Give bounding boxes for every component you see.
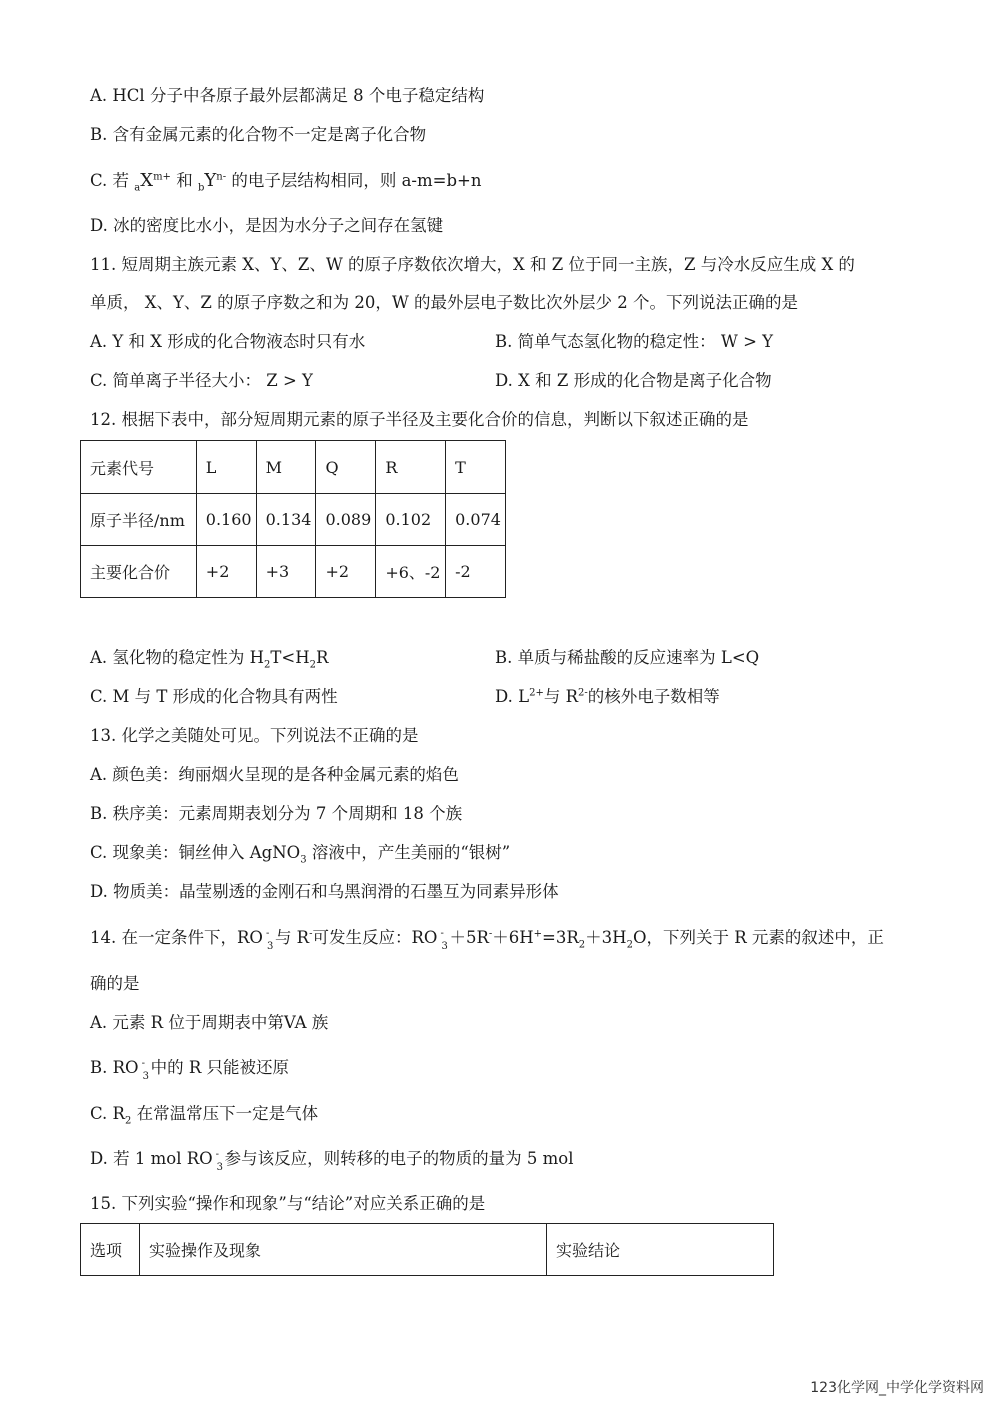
ion-charge: - bbox=[141, 1057, 145, 1069]
table-header-cell: 实验操作及现象 bbox=[140, 1224, 547, 1276]
sup: + bbox=[533, 928, 543, 940]
text: 与 R bbox=[274, 928, 310, 947]
text: ＋5R bbox=[449, 928, 489, 947]
text: C. 现象美：铜丝伸入 AgNO bbox=[90, 843, 301, 862]
ion-script bbox=[139, 1057, 151, 1082]
sub: 2 bbox=[264, 659, 271, 671]
text: 的核外电子数相等 bbox=[587, 687, 720, 706]
text: R bbox=[316, 648, 329, 667]
text: C. 若 bbox=[90, 171, 135, 190]
table-cell: 0.074 bbox=[446, 494, 506, 546]
q14-option-c bbox=[90, 1103, 318, 1125]
ion-count: 3 bbox=[142, 1070, 149, 1082]
text: 参与该反应，则转移的电子的物质的量为 5 mol bbox=[224, 1149, 574, 1168]
text: D. 若 1 mol RO bbox=[90, 1149, 213, 1168]
sup: m+ bbox=[153, 171, 171, 183]
table-cell: 0.102 bbox=[376, 494, 446, 546]
text: 溶液中，产生美丽的“银树” bbox=[306, 843, 511, 862]
q10-option-c bbox=[90, 170, 481, 192]
table-cell: 主要化合价 bbox=[81, 546, 197, 598]
sup: 2- bbox=[578, 687, 588, 699]
sup: - bbox=[309, 928, 313, 940]
sup: - bbox=[488, 928, 493, 940]
sup: 2+ bbox=[529, 687, 544, 699]
q11-stem-line2: 单质， X、Y、Z 的原子序数之和为 20，W 的最外层电子数比次外层少 2 个。下列说法正确的是 bbox=[90, 293, 799, 312]
text: 在常温常压下一定是气体 bbox=[131, 1104, 319, 1123]
text: O，下列关于 R 元素的叙述中，正 bbox=[632, 928, 884, 947]
q14-stem-line1 bbox=[90, 927, 884, 952]
q11-option-b: B. 简单气态氢化物的稳定性： W > Y bbox=[495, 332, 774, 351]
sub: 2 bbox=[309, 659, 317, 671]
ion-script bbox=[213, 1148, 225, 1173]
ion-count: 3 bbox=[216, 1161, 224, 1173]
table-cell: 元素代号 bbox=[81, 441, 197, 494]
ion-script bbox=[263, 927, 275, 952]
q12-option-c: C. M 与 T 形成的化合物具有两性 bbox=[90, 687, 338, 706]
ion-charge: - bbox=[440, 927, 444, 939]
sub: 2 bbox=[578, 939, 586, 951]
table-cell: 原子半径/nm bbox=[81, 494, 197, 546]
footer-watermark: 123化学网_中学化学资料网 bbox=[810, 1380, 984, 1396]
q14-stem-line2: 确的是 bbox=[90, 974, 140, 993]
table-header-cell: 实验结论 bbox=[547, 1224, 774, 1276]
text: =3R bbox=[542, 928, 579, 947]
q12-option-d bbox=[495, 686, 720, 708]
q12-option-a bbox=[90, 647, 328, 669]
q14-option-b bbox=[90, 1057, 289, 1082]
q14-option-d bbox=[90, 1148, 574, 1173]
table-cell: M bbox=[256, 441, 316, 494]
sub: a bbox=[134, 182, 141, 194]
sub: 2 bbox=[626, 939, 633, 951]
q13-option-a: A. 颜色美：绚丽烟火呈现的是各种金属元素的焰色 bbox=[90, 765, 459, 784]
table-cell: 0.160 bbox=[196, 494, 256, 546]
q11-option-d: D. X 和 Z 形成的化合物是离子化合物 bbox=[495, 371, 772, 390]
text: 与 R bbox=[543, 687, 579, 706]
table-cell: +2 bbox=[196, 546, 256, 598]
q11-option-a: A. Y 和 X 形成的化合物液态时只有水 bbox=[90, 332, 366, 351]
text: 14. 在一定条件下，RO bbox=[90, 928, 263, 947]
q10-option-d: D. 冰的密度比水小，是因为水分子之间存在氢键 bbox=[90, 216, 444, 235]
element-table bbox=[80, 440, 506, 598]
q11-option-c: C. 简单离子半径大小： Z > Y bbox=[90, 371, 313, 390]
sub: 2 bbox=[124, 1115, 132, 1127]
q13-option-b: B. 秩序美：元素周期表划分为 7 个周期和 18 个族 bbox=[90, 804, 463, 823]
q10-option-a: A. HCl 分子中各原子最外层都满足 8 个电子稳定结构 bbox=[90, 86, 485, 105]
table-cell: -2 bbox=[446, 546, 506, 598]
table-cell: +6、-2 bbox=[376, 546, 446, 598]
text: 中的 R 只能被还原 bbox=[150, 1058, 289, 1077]
table-cell: T bbox=[446, 441, 506, 494]
sup: n- bbox=[216, 171, 227, 183]
q13-option-c bbox=[90, 842, 510, 864]
text: B. RO bbox=[90, 1058, 139, 1077]
text: T<H bbox=[270, 648, 310, 667]
sub: b bbox=[197, 182, 205, 194]
ion-count: 3 bbox=[266, 940, 274, 952]
text: ＋6H bbox=[492, 928, 534, 947]
text: 的电子层结构相同，则 a-m=b+n bbox=[226, 171, 482, 190]
table-cell: 0.134 bbox=[256, 494, 316, 546]
q13-stem: 13. 化学之美随处可见。下列说法不正确的是 bbox=[90, 726, 419, 745]
text: D. L bbox=[495, 687, 530, 706]
table-cell: 0.089 bbox=[316, 494, 376, 546]
q11-stem-line1: 11. 短周期主族元素 X、Y、Z、W 的原子序数依次增大，X 和 Z 位于同一主族，Z 与冷水反应生成 X 的 bbox=[90, 255, 855, 274]
q14-option-a: A. 元素 R 位于周期表中第VA 族 bbox=[90, 1013, 329, 1032]
text: C. R bbox=[90, 1104, 125, 1123]
table-cell: R bbox=[376, 441, 446, 494]
ion-script bbox=[437, 927, 449, 952]
q10-option-b: B. 含有金属元素的化合物不一定是离子化合物 bbox=[90, 125, 427, 144]
q12-option-b: B. 单质与稀盐酸的反应速率为 L<Q bbox=[495, 648, 760, 667]
sub: 3 bbox=[300, 854, 307, 866]
text: ＋3H bbox=[585, 928, 627, 947]
symbol-y: Y bbox=[204, 170, 217, 191]
text: A. 氢化物的稳定性为 H bbox=[90, 648, 265, 667]
ion-charge: - bbox=[265, 927, 270, 939]
ion-charge: - bbox=[215, 1148, 220, 1160]
table-header-cell: 选项 bbox=[81, 1224, 140, 1276]
symbol-x: X bbox=[140, 170, 154, 191]
text: 可发生反应：RO bbox=[312, 928, 438, 947]
table-cell: L bbox=[196, 441, 256, 494]
table-cell: +3 bbox=[256, 546, 316, 598]
q15-stem: 15. 下列实验“操作和现象”与“结论”对应关系正确的是 bbox=[90, 1194, 486, 1213]
q13-option-d: D. 物质美：晶莹剔透的金刚石和乌黑润滑的石墨互为同素异形体 bbox=[90, 882, 559, 901]
text: 和 bbox=[170, 171, 198, 190]
table-cell: Q bbox=[316, 441, 376, 494]
experiment-table bbox=[80, 1223, 774, 1276]
table-cell: +2 bbox=[316, 546, 376, 598]
ion-count: 3 bbox=[441, 940, 448, 952]
q12-stem: 12. 根据下表中，部分短周期元素的原子半径及主要化合价的信息，判断以下叙述正确的是 bbox=[90, 410, 749, 429]
